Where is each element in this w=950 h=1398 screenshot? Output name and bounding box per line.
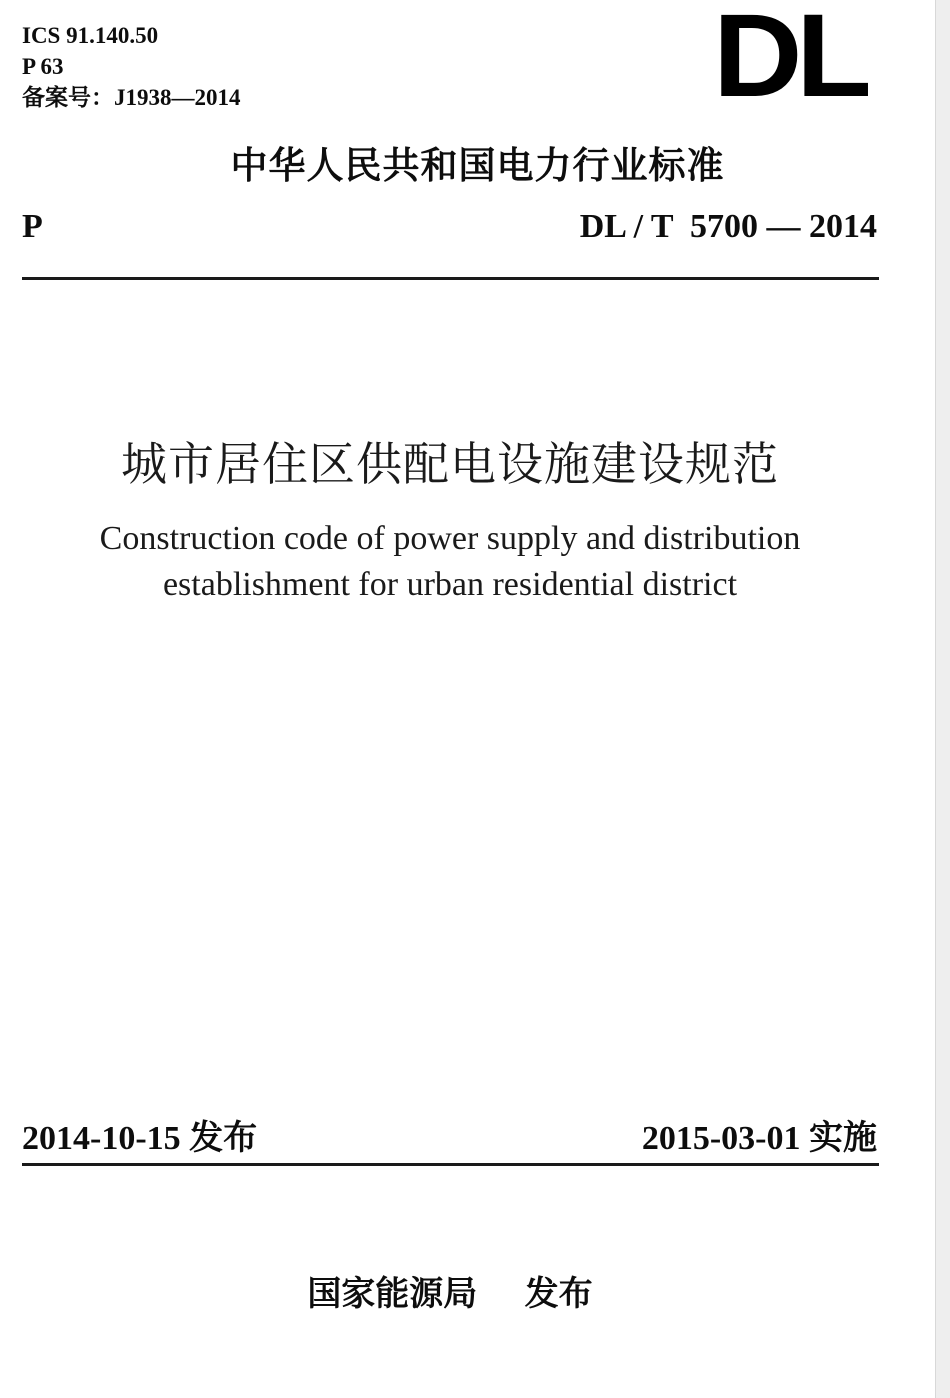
issue-date-block [22,1110,257,1159]
publisher-name: 国家能源局 [307,1274,478,1314]
document-metadata [22,20,241,113]
title-english-line-1: Construction code of power supply and distribution [99,520,801,557]
issue-date: 2014-10-15 [22,1120,181,1157]
title-chinese: 城市居住区供配电设施建设规范 [121,437,779,491]
page-edge [935,0,950,1398]
implementation-date: 2015-03-01 [641,1120,801,1157]
ccs-code: P 63 [22,54,64,79]
title-english [0,516,900,608]
bottom-divider [22,1163,879,1166]
record-number: 备案号：J1938—2014 [22,85,241,110]
dl-logo: DL [713,8,866,104]
ics-code: ICS 91.140.50 [22,23,159,48]
issue-label: 发布 [189,1118,258,1158]
top-divider [22,277,879,280]
classification-code: P [22,208,43,245]
industry-standard-title: 中华人民共和国电力行业标准 [230,144,725,187]
implementation-date-block [642,1110,877,1159]
publisher-line [0,1266,900,1315]
publisher-action: 发布 [524,1274,593,1314]
implementation-label: 实施 [809,1118,877,1158]
title-english-line-2: establishment for urban residential district [162,566,738,603]
standard-number: DL / T 5700 — 2014 [579,208,877,245]
